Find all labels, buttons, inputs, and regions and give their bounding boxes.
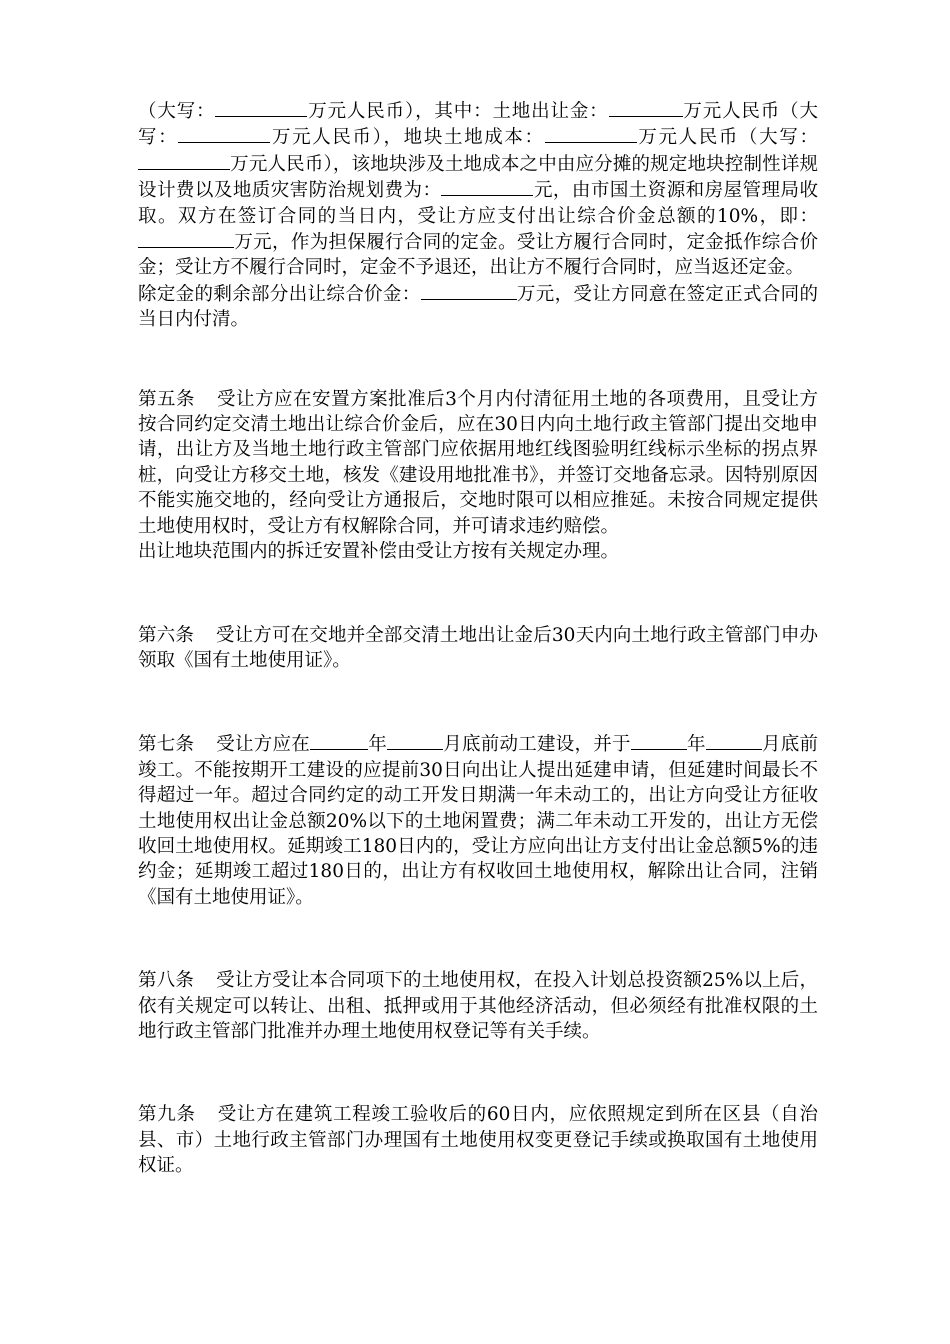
article-label: 第八条	[138, 970, 195, 992]
blank-field[interactable]	[545, 124, 637, 143]
article-7	[138, 731, 818, 910]
text-segment: 年	[367, 734, 387, 756]
article-5	[138, 387, 818, 539]
text-segment: 元，由市国土资源和房屋管理局收取。双方在签订合同的当日内，受让方应支付出让综合价金总额的10%，即：	[138, 180, 818, 227]
blank-field[interactable]	[421, 281, 517, 300]
article-text: 出让地块范围内的拆迁安置补偿由受让方按有关规定办理。	[138, 541, 620, 563]
text-segment: 万元人民币），该地块涉及土地成本之中由应分摊的规定地块控制性详规设计费以及地质灾害防治规划费为：	[138, 153, 818, 202]
blank-field[interactable]	[215, 98, 307, 117]
article-9	[138, 1102, 818, 1178]
text-segment: 受让方应在	[216, 734, 310, 756]
text-segment: 万元，受让方同意在签定正式合同的当日内付清。	[138, 283, 818, 331]
article-text: 受让方在建筑工程竣工验收后的60日内，应依照规定到所在区县（自治县、市）土地行政主管部门办理国有土地使用权变更登记手续或换取国有土地使用权证。	[138, 1104, 818, 1177]
text-segment: 人民币（大写：	[138, 101, 818, 149]
blank-field[interactable]	[631, 731, 687, 750]
article-8	[138, 968, 818, 1044]
blank-field[interactable]	[387, 731, 443, 750]
article-label: 第六条	[138, 624, 194, 646]
text-segment: 年	[686, 734, 706, 756]
text-segment: 除定金的剩余部分出让综合价金：	[138, 283, 421, 305]
text-segment: 万元人民币），地块土地成本：	[270, 127, 545, 149]
blank-field[interactable]	[441, 177, 533, 196]
blank-field[interactable]	[310, 731, 368, 750]
blank-field[interactable]	[706, 731, 762, 750]
article-5-continued	[138, 539, 818, 564]
article-label: 第七条	[138, 734, 195, 756]
text-segment: （大写：	[138, 101, 216, 122]
blank-field[interactable]	[138, 229, 234, 248]
blank-field[interactable]	[138, 151, 230, 170]
article-6	[138, 623, 818, 674]
text-segment: 万元人民币），其中：土地出让金：	[307, 101, 609, 122]
article-text: 受让方可在交地并全部交清土地出让金后30天内向土地行政主管部门申办领取《国有土地使用证》。	[138, 624, 818, 671]
blank-field[interactable]	[609, 98, 683, 117]
article-text: 受让方应在安置方案批准后3个月内付清征用土地的各项费用，且受让方按合同约定交清土地出让综合价金后，应在30日内向土地行政主管部门提出交地申请，出让方及当地土地行政主管部门应依据用地红线图验明红线标示坐标的拐点界桩，向受让方移交土地，核发《建设用地批准书》，并签订交地备忘录。因特别原因不能实施交地的，经向受让方通报后，交地时限可以相应推延。未按合同规定提供土地使用权时，受让方有权解除合同，并可请求违约赔偿。	[138, 388, 818, 537]
document-page	[138, 98, 818, 1179]
remaining-payment-paragraph	[138, 281, 818, 333]
article-label: 第五条	[138, 388, 196, 410]
blank-field[interactable]	[178, 124, 270, 143]
text-segment: 万元人民币（大写：	[636, 127, 818, 149]
text-segment: 万元	[682, 101, 723, 122]
article-text: 受让方受让本合同项下的土地使用权，在投入计划总投资额25%以上后，依有关规定可以转让、出租、抵押或用于其他经济活动，但必须经有批准权限的土地行政主管部门批准并办理土地使用权登记等有关手续。	[138, 970, 818, 1042]
text-segment: 月底前竣工。不能按期开工建设的应提前30日向出让人提出延建申请，但延建时间最长不得超过一年。超过合同约定的动工开发日期满一年未动工的，出让方向受让方征收土地使用权出让金总额20%以下的土地闲置费；满二年未动工开发的，出让方无偿收回土地使用权。延期竣工180日内的，受让方应向出让方支付出让金总额5%的违约金；延期竣工超过180日的，出让方有权收回土地使用权，解除出让合同，注销《国有土地使用证》。	[138, 734, 818, 908]
text-segment: 万元，作为担保履行合同的定金。受让方履行合同时，定金抵作综合价金；受让方不履行合同时，定金不予退还，出让方不履行合同时，应当返还定金。	[138, 232, 818, 279]
text-segment: 月底前动工建设，并于	[442, 734, 631, 756]
article-label: 第九条	[138, 1104, 196, 1126]
payment-paragraph	[138, 98, 818, 281]
